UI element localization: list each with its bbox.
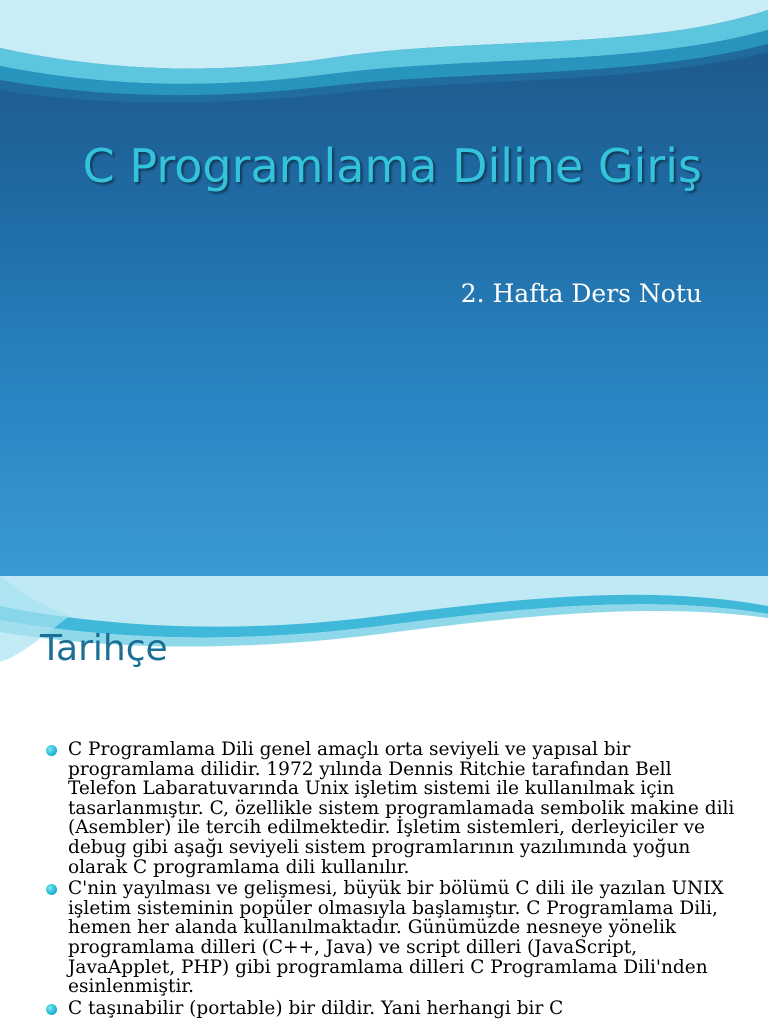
bullet-text: C Programlama Dili genel amaçlı orta seviyeli ve yapısal bir programlama dilidir. 1972 yılında Dennis Ritchie tarafından Bell Telefon Labaratuvarında Unix işletim sistemi ile kullanılmak için tasarlanmıştır. C, özellikle sistem programlamada sembolik makine dili (Asembler) ile tercih edilmektedir. İşletim sistemleri, derleyiciler ve debug gibi aşağı seviyeli sistem programlarının yazılımında yoğun olarak C programlama dili kullanılır. — [68, 739, 735, 878]
bullet-text: C'nin yayılması ve gelişmesi, büyük bir bölümü C dili ile yazılan UNIX işletim sisteminin popüler olmasıyla başlamıştır. C Programlama Dili, hemen her alanda kullanılmaktadır. Günümüzde nesneye yönelik programlama dilleri (C++, Java) ve script dilleri (JavaScript, JavaApplet, PHP) gibi programlama dilleri C Programlama Dili'nden esinlenmiştir. — [68, 878, 724, 998]
bullet-icon — [46, 884, 57, 895]
bullet-item — [46, 999, 736, 1019]
bullet-icon — [46, 745, 57, 756]
content-slide — [0, 576, 768, 1024]
bullet-icon — [46, 1004, 57, 1015]
slide-title: C Programlama Diline Giriş — [82, 139, 702, 193]
bullet-text: C taşınabilir (portable) bir dildir. Yani herhangi bir C — [68, 997, 564, 1019]
bullet-list — [46, 740, 736, 1020]
header-wave-decoration — [0, 0, 768, 110]
bullet-item — [46, 740, 736, 877]
slide-subtitle: 2. Hafta Ders Notu — [460, 279, 702, 308]
slide-heading: Tarihçe — [40, 628, 168, 669]
bullet-item — [46, 879, 736, 997]
